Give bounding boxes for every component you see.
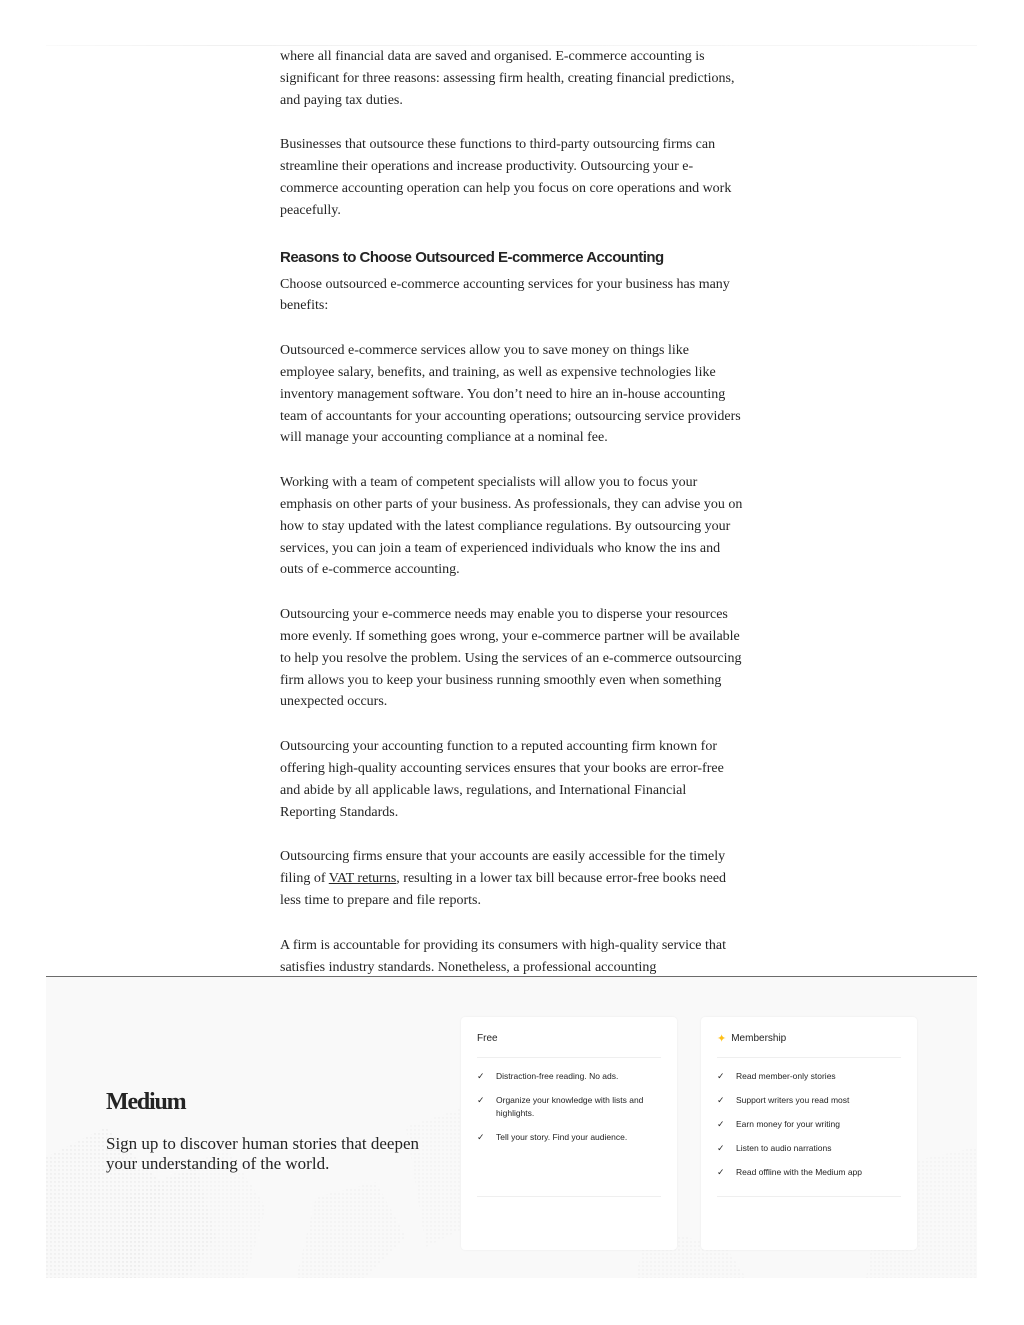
section-heading: Reasons to Choose Outsourced E-commerce Accounting xyxy=(280,248,664,266)
article-paragraph: Businesses that outsource these functions to third-party outsourcing firms can streamline their operations and increase productivity. Outsourcing your e-commerce accounting operation can help you focus on core operations and work peacefully. xyxy=(280,137,732,218)
feature-item: ✓ Support writers you read most xyxy=(717,1095,850,1105)
vat-returns-link[interactable]: VAT returns xyxy=(328,871,397,887)
check-icon: ✓ xyxy=(717,1167,725,1177)
feature-item: ✓ Distraction-free reading. No ads. xyxy=(477,1071,619,1081)
feature-item: ✓ Tell your story. Find your audience. xyxy=(477,1131,628,1142)
free-plan-features xyxy=(477,1070,661,1155)
sparkle-icon: ✦ xyxy=(717,1033,727,1045)
feature-item: ✓ Earn money for your writing xyxy=(717,1119,840,1129)
article-paragraph: Outsourcing your e-commerce needs may enable you to disperse your resources more evenly. If something goes wrong, your e-commerce partner will be available to help you resolve the problem. Using the services of an e-commerce outsourcing firm allows you to keep your business running smoothly even when something unexpected occurs. xyxy=(280,607,742,710)
feature-item: ✓ Read member-only stories xyxy=(717,1071,836,1081)
article-paragraph: Outsourcing your accounting function to a reputed accounting firm known for offering high-quality accounting services ensures that your books are error-free and abide by all applicable laws, regulations, and International Financial Reporting Standards. xyxy=(280,739,724,820)
feature-item: ✓ Read offline with the Medium app xyxy=(717,1167,863,1177)
medium-logo: Medium xyxy=(106,1089,186,1115)
article-body xyxy=(280,45,745,976)
feature-item: ✓ Organize your knowledge with lists and highlights. xyxy=(477,1095,644,1118)
signup-banner xyxy=(46,976,977,1278)
check-icon: ✓ xyxy=(477,1131,485,1142)
article-paragraph: Outsourced e-commerce services allow you to save money on things like employee salary, benefits, and training, as well as expensive technologies like inventory management software. You don’t need to hire an in-house accounting team of accountants for your accounting operations; outsourcing service providers will manage your accounting compliance at a nominal fee. xyxy=(280,343,741,446)
free-plan-title: Free xyxy=(477,1033,661,1058)
membership-plan-title: ✦ Membership xyxy=(717,1033,901,1058)
check-icon: ✓ xyxy=(717,1119,725,1129)
signup-tagline: Sign up to discover human stories that deepen your understanding of the world. xyxy=(106,1134,420,1173)
article-paragraph: where all financial data are saved and organised. E-commerce accounting is significant for three reasons: assessing firm health, creating financial predictions, and paying tax duties. xyxy=(280,49,735,108)
card-divider xyxy=(477,1196,661,1197)
article-paragraph: Working with a team of competent specialists will allow you to focus your emphasis on other parts of your business. As professionals, they can advise you on how to stay updated with the latest compliance regulations. By outsourcing your services, you can join a team of experienced individuals who know the ins and outs of e-commerce accounting. xyxy=(280,475,743,578)
check-icon: ✓ xyxy=(717,1143,725,1153)
check-icon: ✓ xyxy=(717,1095,725,1105)
check-icon: ✓ xyxy=(477,1095,485,1105)
article-paragraph: Choose outsourced e-commerce accounting services for your business has many benefits: xyxy=(280,276,730,314)
free-plan-card[interactable] xyxy=(461,1017,677,1250)
article-paragraph: A firm is accountable for providing its consumers with high-quality service that satisfies industry standards. Nonetheless, a professional accounting xyxy=(280,937,726,975)
feature-item: ✓ Listen to audio narrations xyxy=(717,1143,832,1153)
check-icon: ✓ xyxy=(477,1071,485,1081)
check-icon: ✓ xyxy=(717,1071,725,1081)
membership-plan-features xyxy=(717,1070,901,1190)
card-divider xyxy=(717,1196,901,1197)
article-paragraph-vat: Outsourcing firms ensure that your accounts are easily accessible for the timely filing of VAT returns, resulting in a lower tax bill because error-free books need less time to prepare and file reports. xyxy=(280,849,727,908)
membership-plan-card[interactable] xyxy=(701,1017,917,1250)
